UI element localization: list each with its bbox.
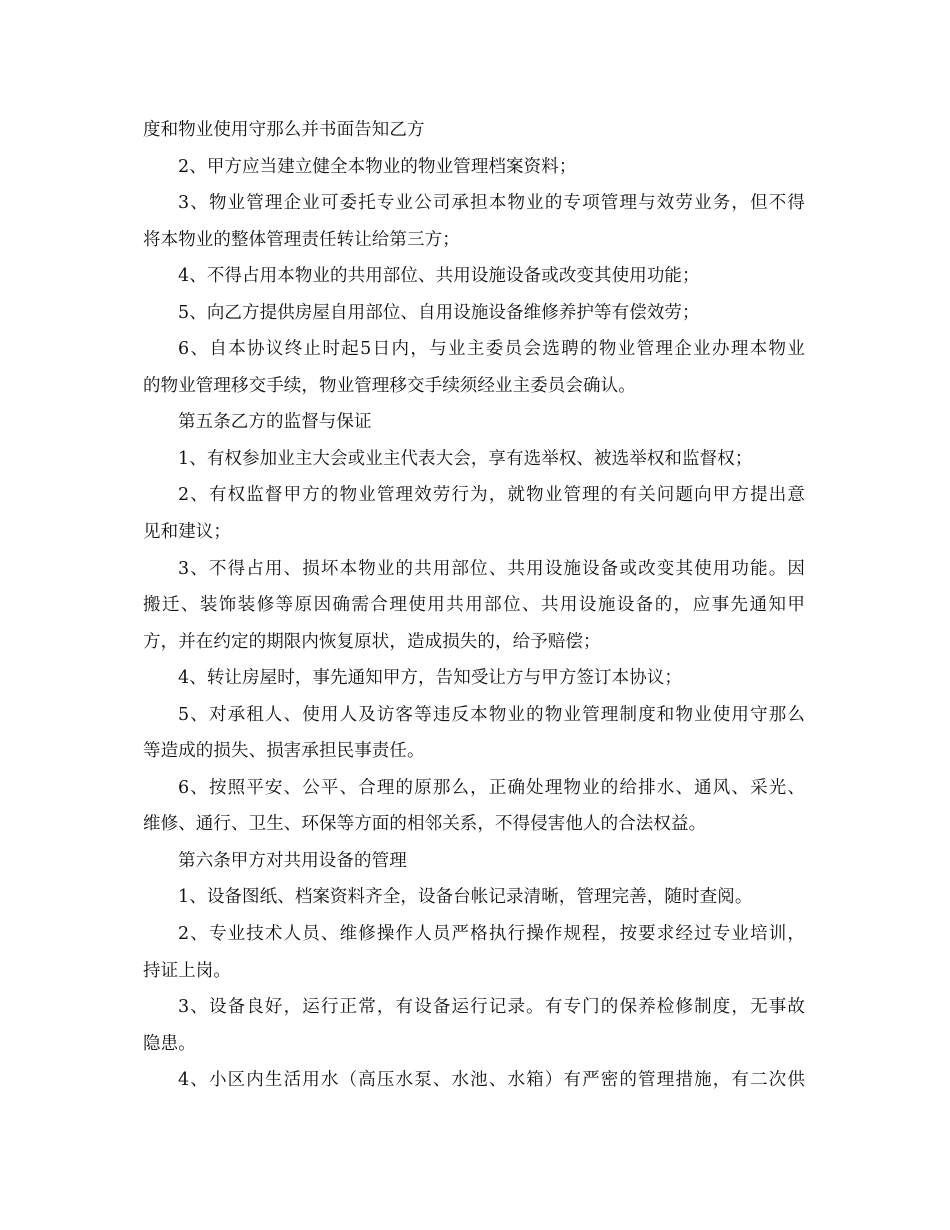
paragraph-line-20: 维修、通行、卫生、环保等方面的相邻关系，不得侵害他人的合法权益。 xyxy=(143,814,707,835)
paragraph-line-23: 2、专业技术人员、维修操作人员严格执行操作规程，按要求经过专业培训， xyxy=(178,924,805,945)
paragraph-line-13: 3、不得占用、损坏本物业的共用部位、共用设施设备或改变其使用功能。因 xyxy=(178,558,805,579)
paragraph-line-4: 将本物业的整体管理责任转让给第三方； xyxy=(143,229,460,250)
paragraph-line-12: 见和建议； xyxy=(143,522,231,543)
paragraph-line-1: 度和物业使用守那么并书面告知乙方 xyxy=(143,120,425,140)
paragraph-line-19: 6、按照平安、公平、合理的原那么，正确处理物业的给排水、通风、采光、 xyxy=(178,777,805,798)
paragraph-line-2: 2、甲方应当建立健全本物业的物业管理档案资料； xyxy=(178,156,577,177)
paragraph-line-15: 方，并在约定的期限内恢复原状，造成损失的，给予赔偿； xyxy=(143,631,601,652)
paragraph-line-17: 5、对承租人、使用人及访客等违反本物业的物业管理制度和物业使用守那么 xyxy=(178,704,805,725)
document-page xyxy=(143,112,805,1099)
paragraph-line-11: 2、有权监督甲方的物业管理效劳行为，就物业管理的有关问题向甲方提出意 xyxy=(178,485,805,506)
paragraph-line-16: 4、转让房屋时，事先通知甲方，告知受让方与甲方签订本协议； xyxy=(178,668,683,689)
paragraph-line-26: 隐患。 xyxy=(143,1033,196,1054)
paragraph-line-24: 持证上岗。 xyxy=(143,960,231,981)
paragraph-line-27: 4、小区内生活用水（高压水泵、水池、水箱）有严密的管理措施，有二次供 xyxy=(178,1070,805,1091)
paragraph-line-7: 6、自本协议终止时起5日内，与业主委员会选聘的物业管理企业办理本物业 xyxy=(178,339,805,360)
paragraph-line-8: 的物业管理移交手续，物业管理移交手续须经业主委员会确认。 xyxy=(143,375,636,396)
paragraph-line-6: 5、向乙方提供房屋自用部位、自用设施设备维修养护等有偿效劳； xyxy=(178,302,700,323)
paragraph-line-14: 搬迁、装饰装修等原因确需合理使用共用部位、共用设施设备的，应事先通知甲 xyxy=(143,595,805,616)
section-heading-article-6: 第六条甲方对共用设备的管理 xyxy=(178,850,407,871)
paragraph-line-3: 3、物业管理企业可委托专业公司承担本物业的专项管理与效劳业务，但不得 xyxy=(178,193,805,214)
paragraph-line-5: 4、不得占用本物业的共用部位、共用设施设备或改变其使用功能； xyxy=(178,266,700,287)
section-heading-article-5: 第五条乙方的监督与保证 xyxy=(178,412,372,433)
paragraph-line-10: 1、有权参加业主大会或业主代表大会，享有选举权、被选举权和监督权； xyxy=(178,448,753,469)
paragraph-line-25: 3、设备良好，运行正常，有设备运行记录。有专门的保养检修制度，无事故 xyxy=(178,997,805,1018)
paragraph-line-18: 等造成的损失、损害承担民事责任。 xyxy=(143,741,425,762)
paragraph-line-22: 1、设备图纸、档案资料齐全，设备台帐记录清晰，管理完善，随时查阅。 xyxy=(178,887,753,908)
